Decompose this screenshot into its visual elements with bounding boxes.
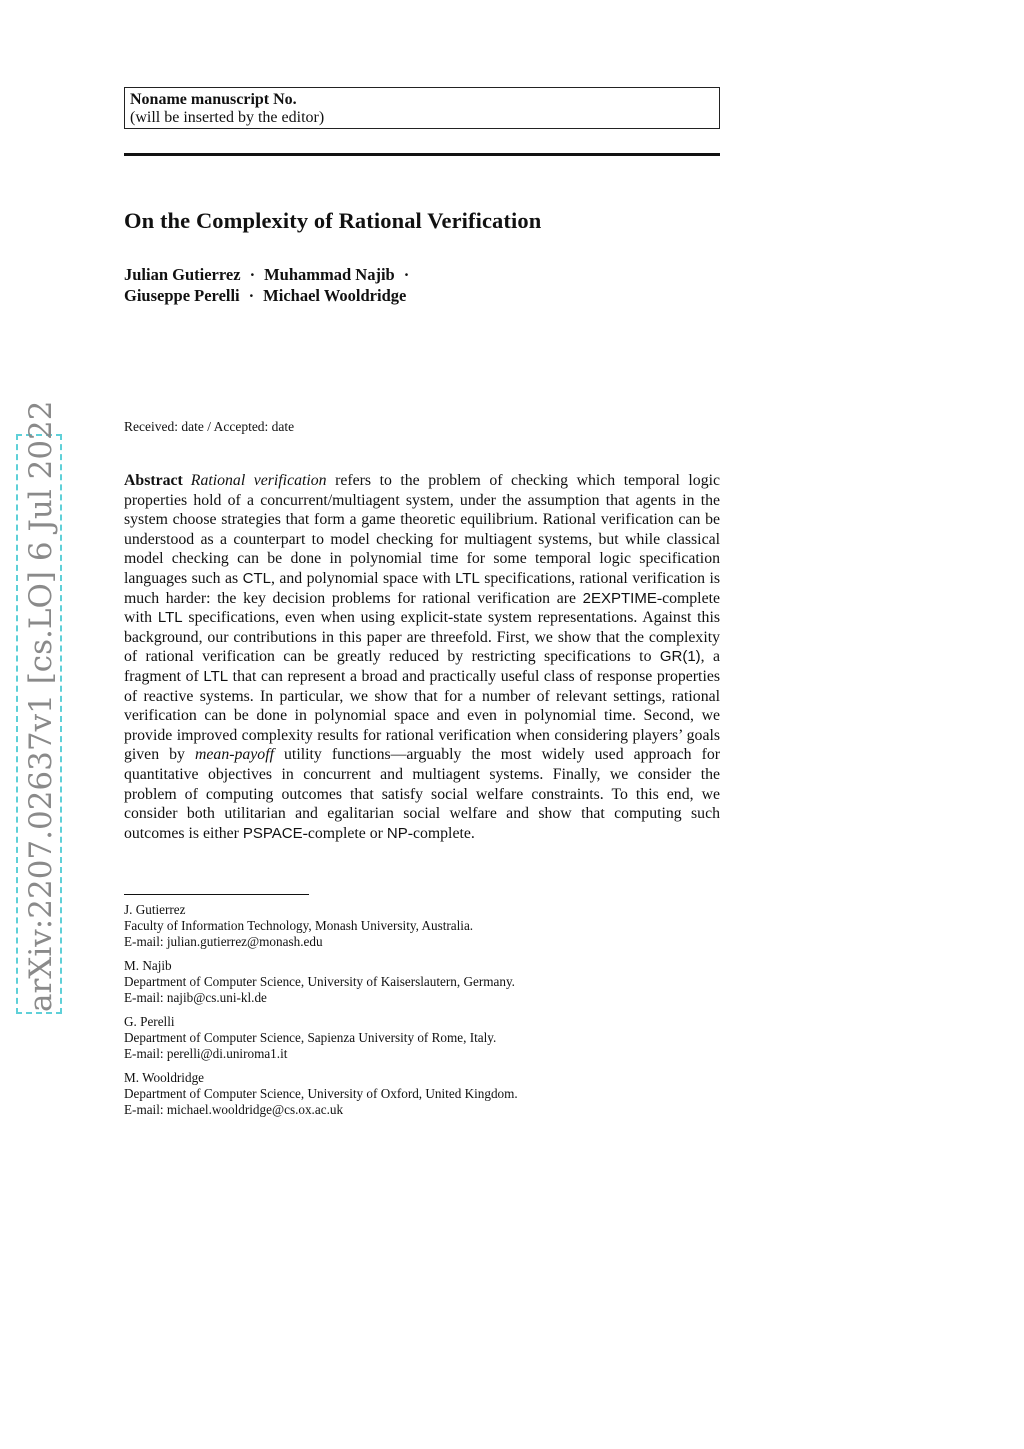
abstract-text: , a fragment of (124, 648, 720, 685)
affiliation-name: M. Wooldridge (124, 1070, 205, 1085)
affiliation-block (124, 1014, 724, 1062)
abstract-text: specifications, rational verification is much harder: the key decision problems for rational verification are (124, 569, 720, 607)
affiliation-email: E-mail: michael.wooldridge@cs.ox.ac.uk (124, 1102, 344, 1117)
affiliation-email: E-mail: julian.gutierrez@monash.edu (124, 934, 323, 949)
affiliation-email: E-mail: perelli@di.uniroma1.it (124, 1046, 288, 1061)
abstract-text: specifications, even when using explicit-state system representations. Against this background, our contributions in this paper are threefold. First, we show that the complexity of rational verification can be greatly reduced by restricting specifications to (124, 609, 720, 666)
footnote-rule (124, 894, 309, 895)
received-accepted-dates: Received: date / Accepted: date (124, 419, 295, 434)
abstract-text: -complete. (407, 824, 475, 842)
abstract-term: LTL (157, 609, 183, 627)
abstract-term: CTL (242, 569, 271, 587)
abstract-term: PSPACE (242, 824, 303, 842)
affiliation-dept: Faculty of Information Technology, Monash University, Australia. (124, 918, 474, 933)
editor-note: (will be inserted by the editor) (130, 109, 325, 126)
author-name: Muhammad Najib (264, 265, 395, 284)
affiliation-name: M. Najib (124, 958, 172, 973)
abstract-text: , and polynomial space with (270, 569, 456, 587)
author-separator: · (403, 265, 410, 284)
affiliation-dept: Department of Computer Science, Sapienza University of Rome, Italy. (124, 1030, 497, 1045)
abstract-text: mean-payoff (195, 746, 274, 764)
abstract-term: GR(1) (659, 648, 701, 666)
abstract-text: refers to the problem of checking which temporal logic properties hold of a concurrent/multiagent system, under the assumption that agents in the system choose strategies that form a game theoretic equilibrium. Rational verification can be understood as a counterpart to model checking for multiagent systems, but while classical model checking can be done in polynomial time for some temporal logic specification languages such as (124, 472, 720, 587)
author-list (124, 264, 418, 306)
affiliation-email: E-mail: najib@cs.uni-kl.de (124, 990, 267, 1005)
affiliation-block (124, 902, 724, 950)
abstract-term: 2EXPTIME (582, 589, 657, 607)
affiliation-block (124, 958, 724, 1006)
paper-title: On the Complexity of Rational Verification (124, 208, 542, 233)
affiliations (124, 902, 724, 1126)
affiliation-block (124, 1070, 724, 1118)
author-separator: · (249, 265, 256, 284)
affiliation-name: G. Perelli (124, 1014, 175, 1029)
header-rule (124, 153, 720, 156)
manuscript-number-box (124, 87, 720, 129)
abstract-text: -complete or (302, 824, 387, 842)
abstract-term: LTL (203, 667, 229, 685)
abstract-text: that can represent a broad and practically useful class of response properties of reactive systems. In particular, we show that for a number of relevant settings, rational verification can be done in polynomial space and even in polynomial time. Second, we provide improved complexity results for rational verification when considering players’ goals given by (124, 667, 720, 764)
abstract-text: utility functions—arguably the most widely used approach for quantitative objectives in concurrent and multiagent systems. Finally, we consider the problem of computing outcomes that satisfy social welfare constraints. To this end, we consider both utilitarian and egalitarian social welfare and show that computing such outcomes is either (124, 746, 721, 842)
affiliation-dept: Department of Computer Science, University of Kaiserslautern, Germany. (124, 974, 515, 989)
author-name: Julian Gutierrez (124, 265, 241, 284)
abstract-text: -complete with (124, 589, 720, 627)
abstract (124, 471, 720, 843)
author-name: Michael Wooldridge (263, 286, 407, 305)
author-name: Giuseppe Perelli (124, 286, 240, 305)
arxiv-identifier-stamp: arXiv:2207.02637v1 [cs.LO] 6 Jul 2022 (16, 434, 62, 1014)
abstract-term: NP (386, 824, 408, 842)
abstract-text: Rational verification (190, 472, 327, 489)
manuscript-label: Noname manuscript No. (130, 91, 297, 108)
affiliation-name: J. Gutierrez (124, 902, 186, 917)
abstract-term: LTL (455, 569, 480, 587)
abstract-heading: Abstract (124, 472, 183, 489)
affiliation-dept: Department of Computer Science, University of Oxford, United Kingdom. (124, 1086, 518, 1101)
author-separator: · (248, 286, 255, 305)
